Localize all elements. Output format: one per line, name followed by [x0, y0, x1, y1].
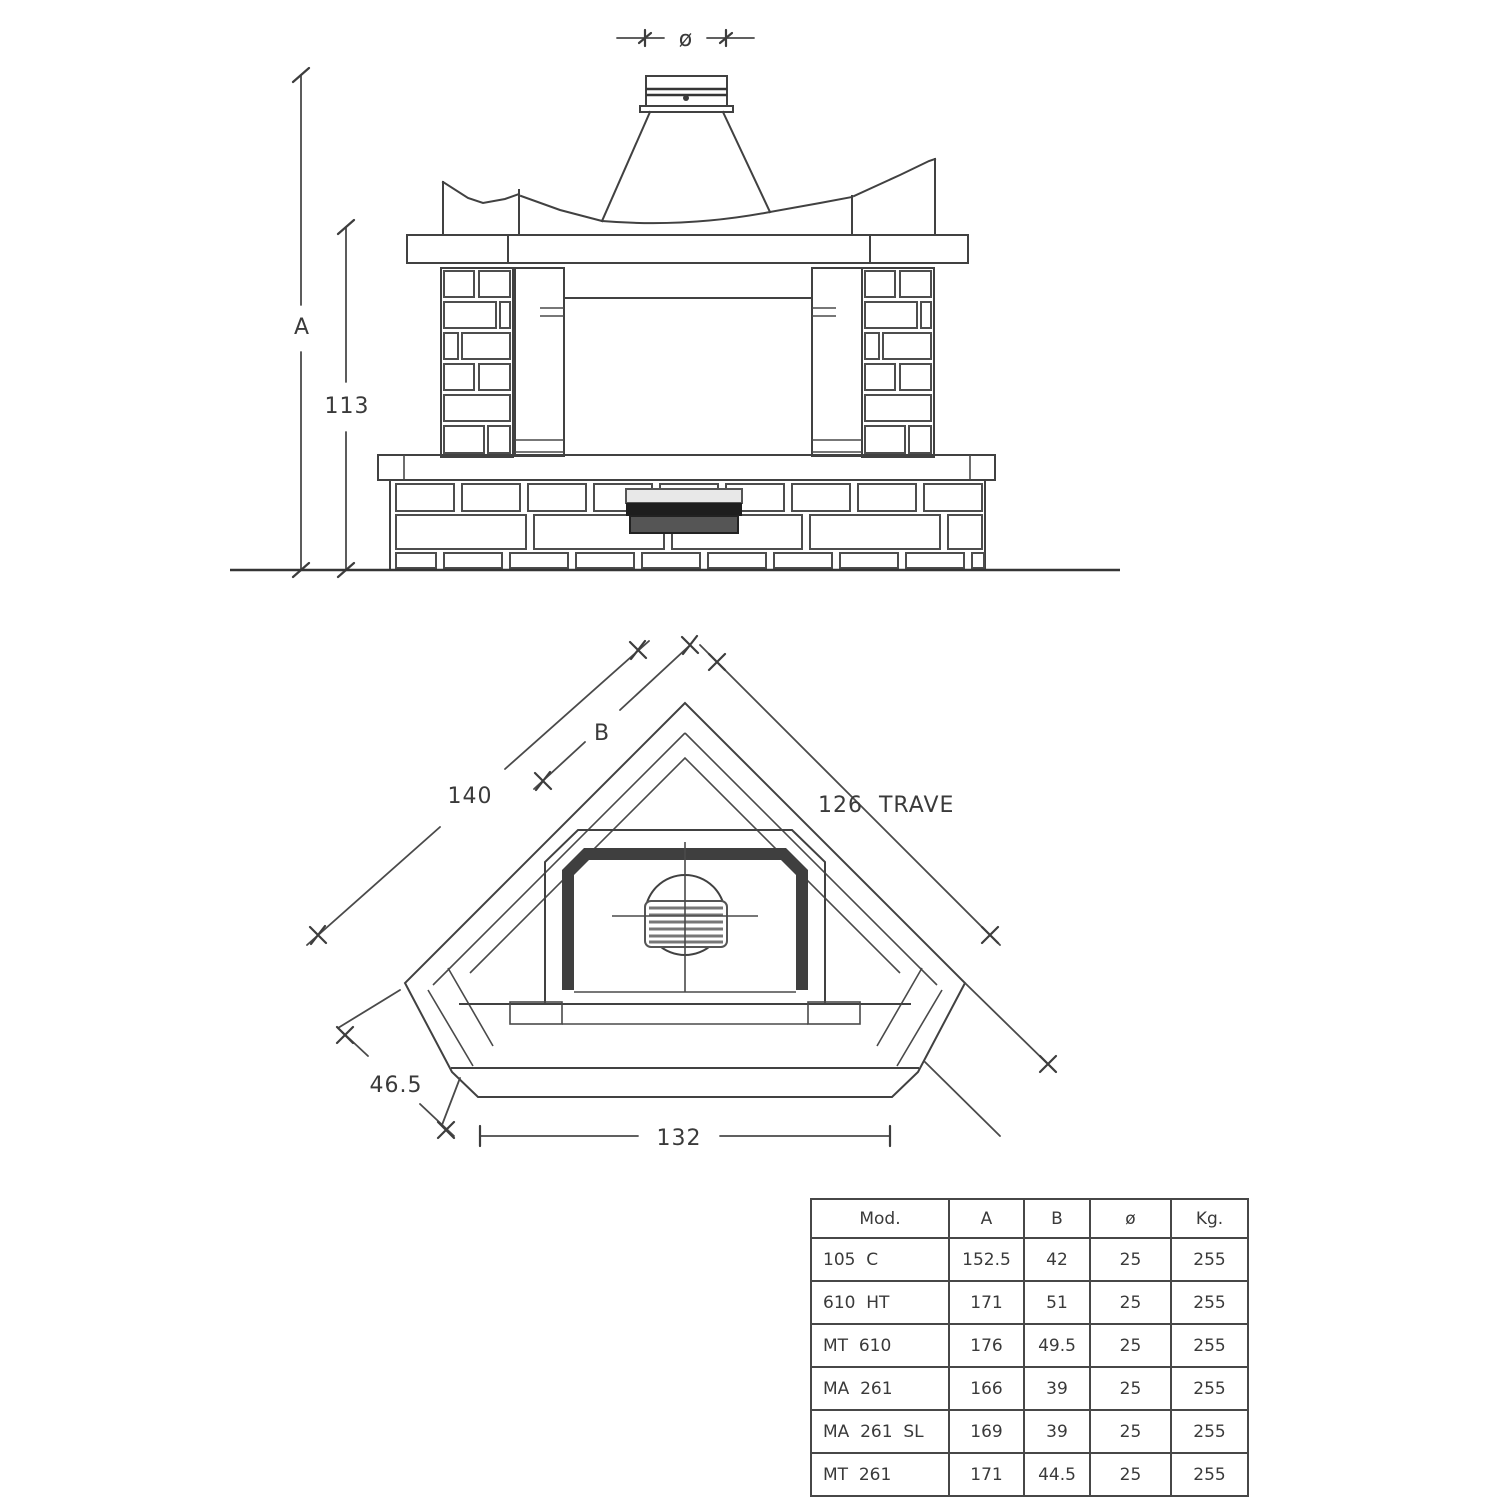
cell-mod: MT 610: [811, 1324, 949, 1367]
masonry-top-profile: [443, 159, 935, 235]
cell-b: 44.5: [1024, 1453, 1090, 1496]
cell-mod: MA 261: [811, 1367, 949, 1410]
cell-kg: 255: [1171, 1410, 1248, 1453]
table-row: [811, 1324, 1248, 1367]
mantel-shelf: [407, 235, 968, 263]
table-header-row: [811, 1199, 1248, 1238]
opening-height-label: 113: [324, 394, 370, 419]
dimension-flue-diameter: [617, 27, 754, 52]
dimension-beam-B: [534, 636, 698, 790]
cell-kg: 255: [1171, 1281, 1248, 1324]
plan-flue-and-grille: [612, 842, 758, 992]
total-height-label: A: [293, 315, 311, 340]
cell-a: 171: [949, 1453, 1024, 1496]
flue-diameter-label: ø: [678, 27, 694, 52]
model-spec-table: [810, 1198, 1249, 1497]
cell-mod: MA 261 SL: [811, 1410, 949, 1453]
ash-grate: [626, 489, 742, 533]
cell-b: 39: [1024, 1410, 1090, 1453]
header-b: B: [1024, 1199, 1090, 1238]
cell-dia: 25: [1090, 1367, 1171, 1410]
cell-kg: 255: [1171, 1238, 1248, 1281]
table-row-clipped: [811, 1453, 1248, 1496]
cell-b: 51: [1024, 1281, 1090, 1324]
header-kg: Kg.: [1171, 1199, 1248, 1238]
front-width-label: 132: [656, 1126, 702, 1151]
cell-dia: 25: [1090, 1238, 1171, 1281]
right-brick-column: [862, 268, 934, 457]
dimension-trave-126: [700, 645, 1000, 945]
centerline-cross: [612, 842, 758, 992]
plan-right-extension-lines: [925, 983, 1056, 1136]
table-row: [811, 1238, 1248, 1281]
left-pilaster: [515, 268, 564, 456]
table-row: [811, 1281, 1248, 1324]
smoke-hood: [602, 112, 770, 223]
cell-kg: 255: [1171, 1453, 1248, 1496]
cell-dia: 25: [1090, 1453, 1171, 1496]
hearth-slab: [378, 455, 995, 480]
cell-b: 39: [1024, 1367, 1090, 1410]
cell-kg: 255: [1171, 1367, 1248, 1410]
table-row: [811, 1367, 1248, 1410]
cell-mod: MT 261: [811, 1453, 949, 1496]
cell-b: 42: [1024, 1238, 1090, 1281]
cell-dia: 25: [1090, 1281, 1171, 1324]
cell-a: 152.5: [949, 1238, 1024, 1281]
header-a: A: [949, 1199, 1024, 1238]
cell-a: 171: [949, 1281, 1024, 1324]
dimension-front-132: [480, 1126, 890, 1151]
cell-a: 176: [949, 1324, 1024, 1367]
dimension-total-height-A: [293, 68, 310, 577]
left-brick-column: [441, 268, 513, 457]
cell-b: 49.5: [1024, 1324, 1090, 1367]
plan-view: [307, 636, 1056, 1151]
dimension-side-140: [307, 641, 649, 945]
cap-center-mark: [683, 95, 689, 101]
trave-label: 126 TRAVE: [818, 793, 955, 818]
side-label: 140: [447, 784, 493, 809]
beam-label: B: [593, 721, 611, 746]
wing-depth-label: 46.5: [369, 1073, 423, 1098]
chimney-cap: [640, 76, 733, 112]
cell-dia: 25: [1090, 1324, 1171, 1367]
cell-dia: 25: [1090, 1410, 1171, 1453]
table-row: [811, 1410, 1248, 1453]
header-dia: ø: [1090, 1199, 1171, 1238]
front-elevation-view: [230, 27, 1120, 577]
cell-kg: 255: [1171, 1324, 1248, 1367]
header-mod: Mod.: [811, 1199, 949, 1238]
plan-front-steps: [452, 992, 918, 1068]
cell-a: 166: [949, 1367, 1024, 1410]
cell-a: 169: [949, 1410, 1024, 1453]
cell-mod: 610 HT: [811, 1281, 949, 1324]
dimension-opening-height-113: [325, 220, 370, 577]
cell-mod: 105 C: [811, 1238, 949, 1281]
right-pilaster: [812, 268, 862, 456]
